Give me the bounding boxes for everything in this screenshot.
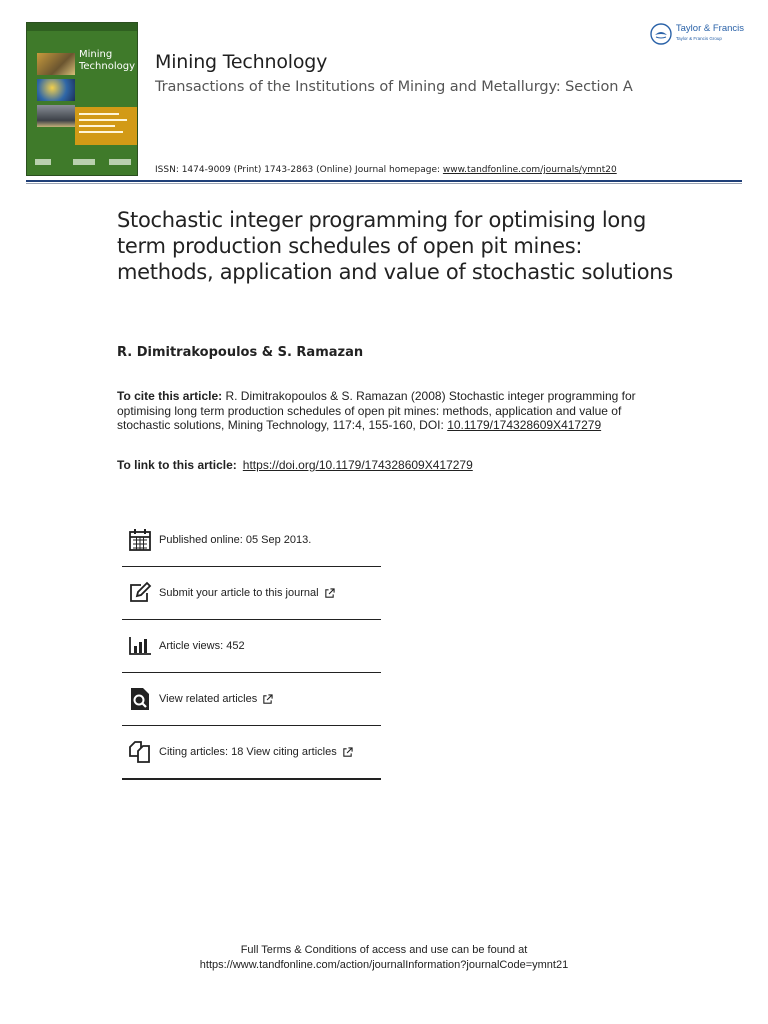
journal-homepage-link[interactable]: www.tandfonline.com/journals/ymnt20 [442, 165, 617, 175]
cover-photo-3 [37, 105, 75, 127]
journal-cover-image [26, 22, 138, 176]
journal-title[interactable]: Mining Technology [155, 51, 328, 73]
article-title: Stochastic integer programming for optimising long term production schedules of open pit mines: methods, application and value of stochastic solutions [117, 208, 673, 284]
publisher-group: Taylor & Francis Group [675, 36, 722, 41]
cover-photo-2 [37, 79, 75, 101]
footer-line1: Full Terms & Conditions of access and use can be found at [240, 944, 528, 956]
cover-photo-1 [37, 53, 75, 75]
related-articles-item[interactable] [122, 673, 381, 726]
citing-articles-item[interactable] [122, 726, 381, 780]
cover-title-line2: Technology [79, 61, 136, 72]
cite-text: R. Dimitrakopoulos & S. Ramazan (2008) Stochastic integer programming for optimising long term production schedules of open pit mines: methods, application and value of stochastic solutions, Mining Technology, 117:4, 155-160, DOI: [117, 389, 636, 432]
related-articles-link[interactable]: View related articles [159, 693, 258, 705]
footer-terms [0, 943, 768, 972]
submit-article-item[interactable] [122, 567, 381, 620]
cover-top-strip [27, 23, 137, 31]
article-views-item [122, 620, 381, 673]
header-rule-thin [26, 183, 742, 184]
search-document-icon [127, 686, 153, 712]
cover-gold-box [75, 107, 137, 145]
external-link-icon [324, 588, 335, 599]
journal-subtitle: Transactions of the Institutions of Mining and Metallurgy: Section A [155, 79, 633, 95]
submit-article-link[interactable]: Submit your article to this journal [159, 587, 319, 599]
article-views-label: Article views: 452 [159, 640, 245, 652]
calendar-icon [127, 527, 153, 553]
article-authors: R. Dimitrakopoulos & S. Ramazan [117, 345, 364, 360]
issn-line [155, 165, 617, 175]
article-doi-link[interactable]: https://doi.org/10.1179/174328609X417279 [242, 458, 473, 472]
bar-chart-icon [127, 633, 153, 659]
citing-articles-link[interactable]: Citing articles: 18 View citing articles [159, 746, 337, 758]
article-meta-list [122, 514, 381, 780]
cite-doi-link[interactable]: 10.1179/174328609X417279 [447, 418, 602, 432]
citing-articles-icon [127, 739, 153, 765]
external-link-icon [262, 694, 273, 705]
footer-terms-link[interactable]: https://www.tandfonline.com/action/journalInformation?journalCode=ymnt21 [199, 958, 569, 971]
cover-title [79, 49, 137, 73]
taylor-francis-logo-icon [650, 23, 672, 45]
article-link-block [117, 458, 473, 472]
issn-text: ISSN: 1474-9009 (Print) 1743-2863 (Online) Journal homepage: [155, 165, 443, 175]
cover-title-line1: Mining [79, 49, 113, 60]
header-rule [26, 180, 742, 182]
edit-icon [127, 580, 153, 606]
cite-label: To cite this article: [117, 389, 223, 403]
external-link-icon [342, 747, 353, 758]
publisher-name: Taylor & Francis [675, 23, 744, 34]
cover-logo [35, 159, 51, 165]
link-label: To link to this article: [117, 458, 237, 472]
cover-sponsor-logos [33, 159, 131, 167]
published-online-item [122, 514, 381, 567]
cover-gold-line [79, 113, 119, 115]
published-online-label: Published online: 05 Sep 2013. [159, 534, 312, 546]
cover-gold-line [79, 131, 123, 133]
cover-logo [73, 159, 95, 165]
cover-gold-line [79, 119, 127, 121]
cover-gold-line [79, 125, 115, 127]
publisher-logo[interactable] [650, 20, 744, 48]
citation-block [117, 389, 637, 433]
cover-logo [109, 159, 131, 165]
